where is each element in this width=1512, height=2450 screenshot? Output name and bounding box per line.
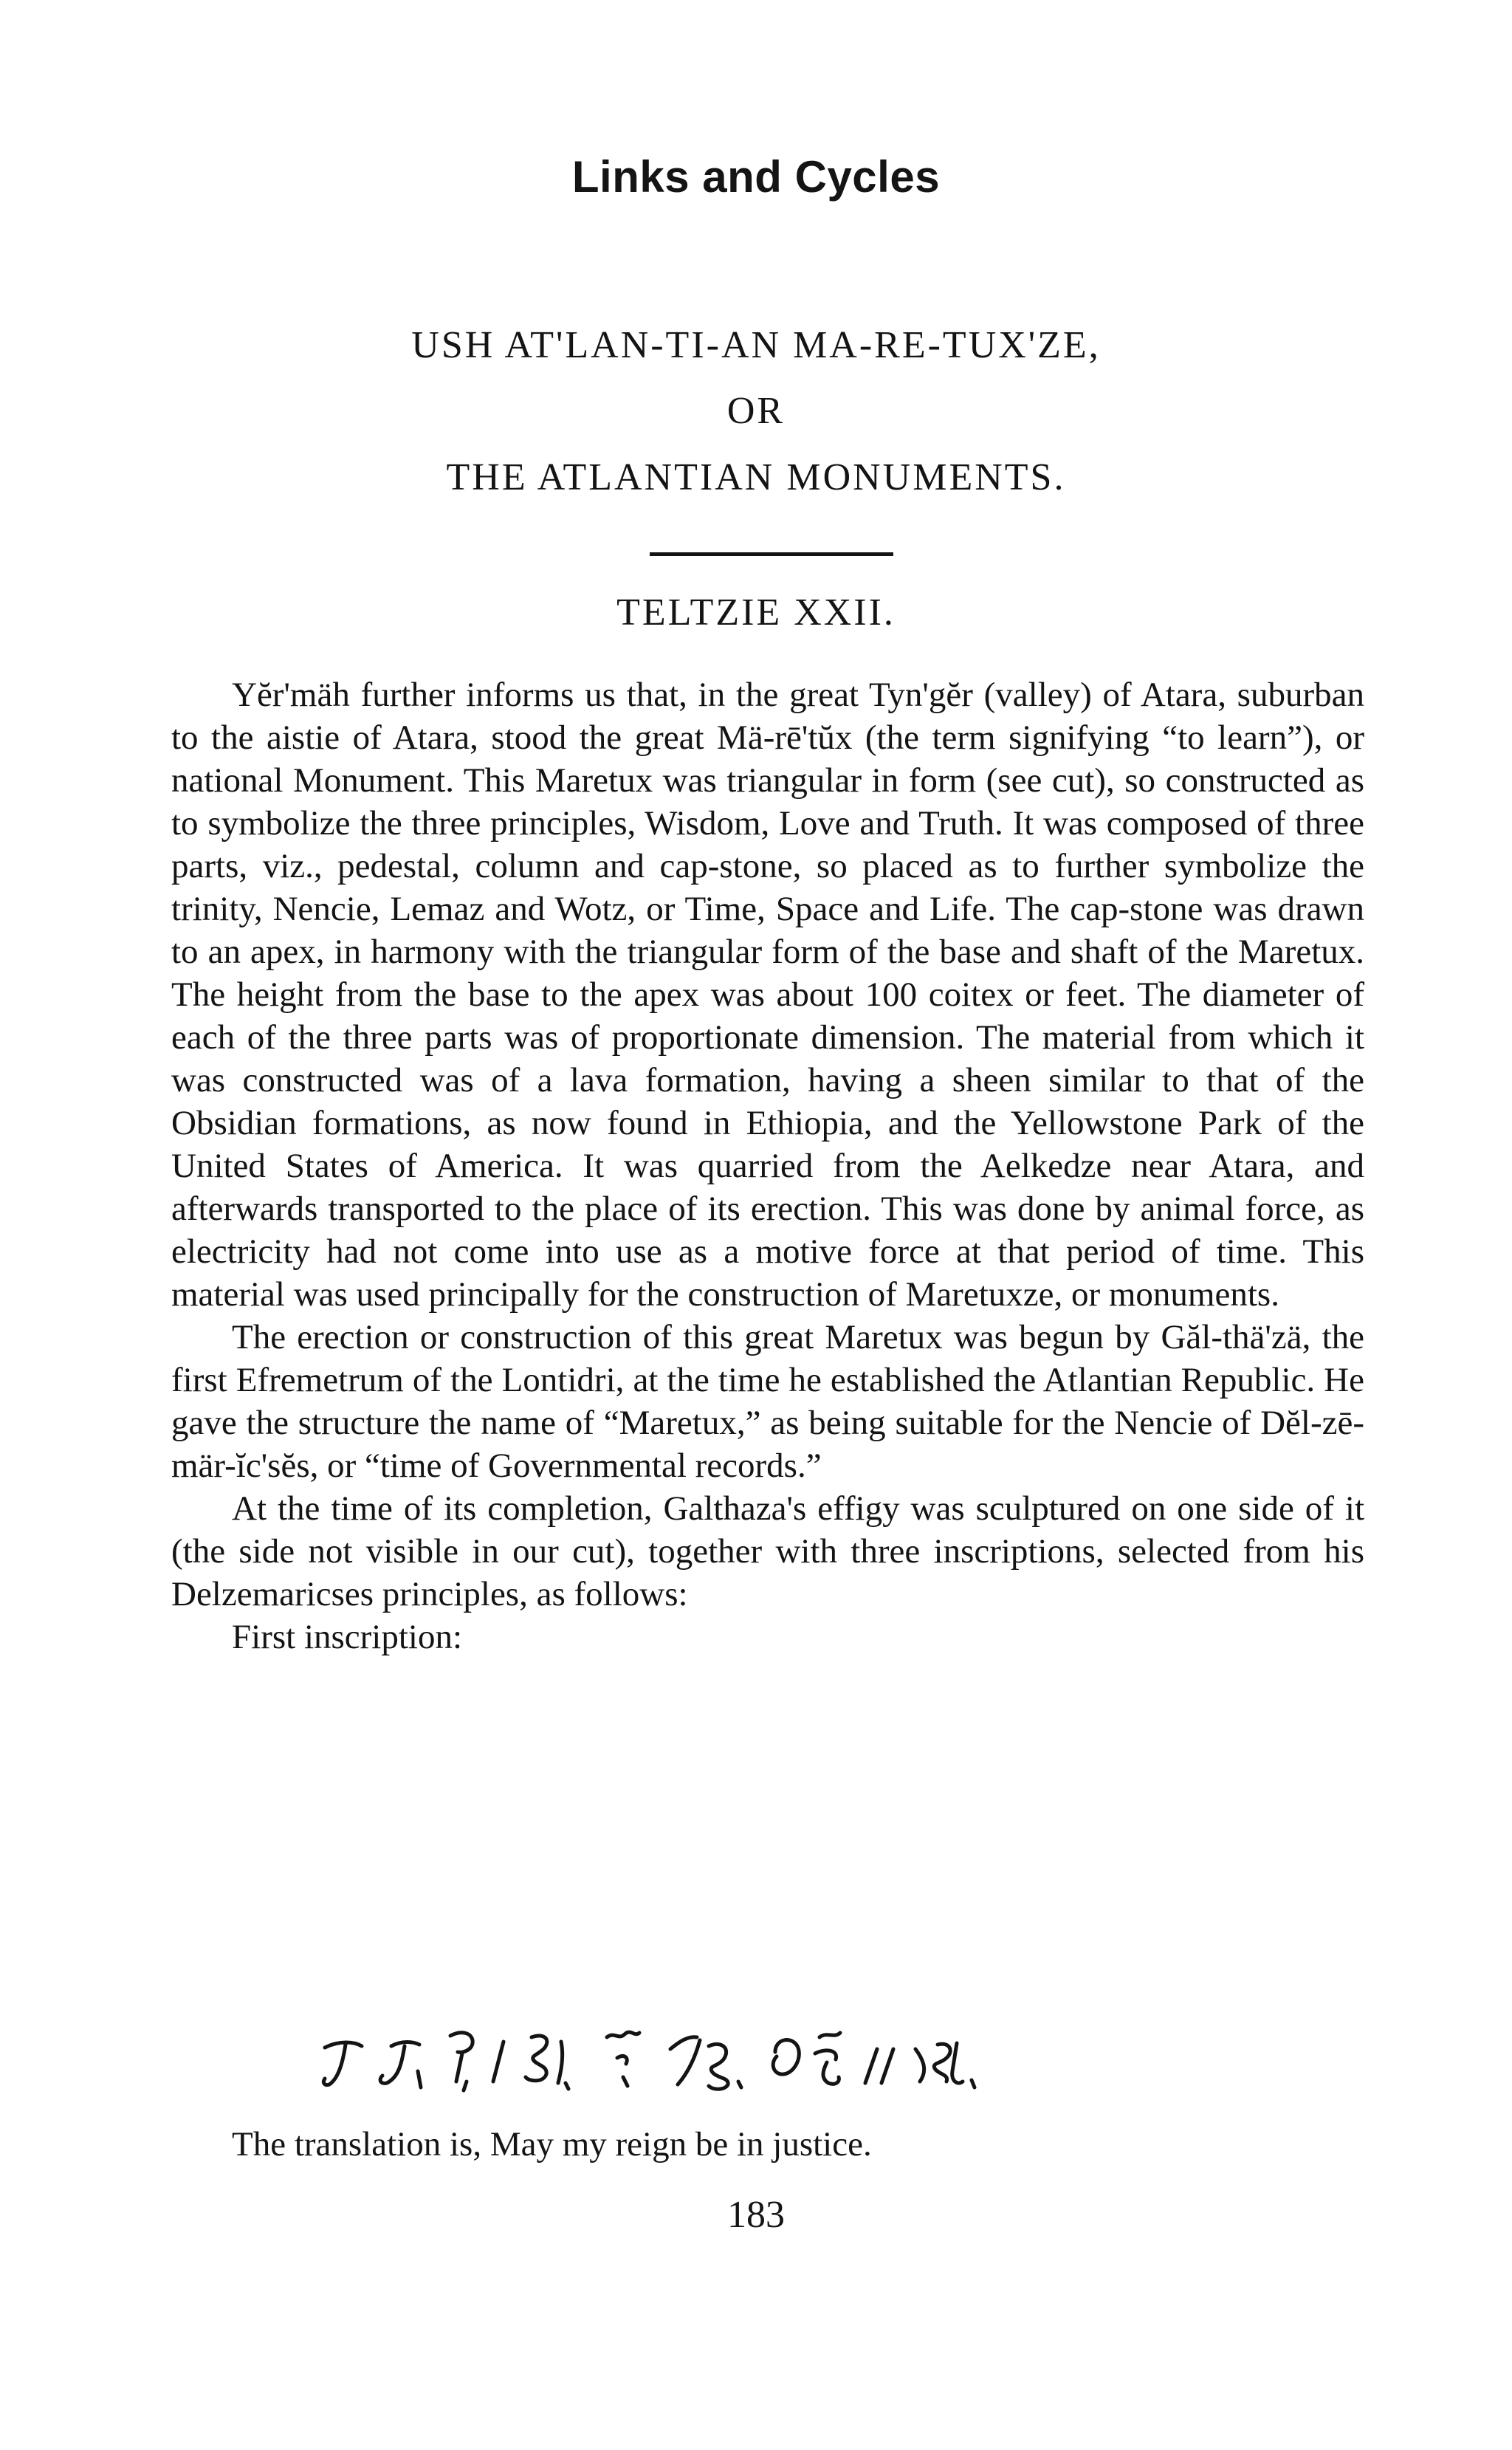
- paragraph-1: Yĕr'mäh further informs us that, in the great Tyn'gĕr (valley) of Atara, suburban to the aistie of Atara, stood the great Mä-rē'tŭx (the term signifying “to learn”), or national Monument. This Maretux was triangular in form (see cut), so constructed as to symbolize the three principles, Wisdom, Love and Truth. It was composed of three parts, viz., pedestal, column and cap-stone, so placed as to further symbolize the trinity, Nencie, Lemaz and Wotz, or Time, Space and Life. The cap-stone was drawn to an apex, in harmony with the triangular form of the base and shaft of the Maretux. The height from the base to the apex was about 100 coitex or feet. The diameter of each of the three parts was of proportionate dimension. The material from which it was constructed was of a lava formation, having a sheen similar to that of the Obsidian formations, as now found in Ethiopia, and the Yellowstone Park of the United States of America. It was quarried from the Aelkedze near Atara, and afterwards transported to the place of its erection. This was done by animal force, as electricity had not come into use as a motive force at that period of time. This material was used principally for the construction of Maretuxze, or monuments.: [171, 676, 1364, 1314]
- chapter-heading: TELTZIE XXII.: [616, 591, 896, 634]
- paragraph-3: At the time of its completion, Galthaza's effigy was sculptured on one side of it (the side not visible in our cut), together with three inscriptions, selected from his Delzemaricses principles, as follows:: [171, 1489, 1364, 1613]
- inscription-translation: The translation is, May my reign be in justice.: [232, 2125, 872, 2164]
- title-line-2: OR: [726, 390, 786, 432]
- title-line-1: USH AT'LAN-TI-AN MA-RE-TUX'ZE,: [411, 324, 1101, 366]
- section-rule: [650, 552, 893, 556]
- title-line-3: THE ATLANTIAN MONUMENTS.: [446, 456, 1066, 498]
- paragraph-4: First inscription:: [232, 1618, 463, 1656]
- page-number: 183: [727, 2194, 785, 2236]
- atlantian-inscription-glyphs: [310, 2020, 1218, 2101]
- body-text: [171, 673, 1364, 1658]
- paragraph-2: The erection or construction of this great Maretux was begun by Găl-thä'zä, the first Efremetrum of the Lontidri, at the time he established the Atlantian Republic. He gave the structure the name of “Maretux,” as being suitable for the Nencie of Dĕl-zē-mär-ĭc'sĕs, or “time of Governmental records.”: [171, 1318, 1364, 1485]
- running-head: Links and Cycles: [571, 152, 941, 202]
